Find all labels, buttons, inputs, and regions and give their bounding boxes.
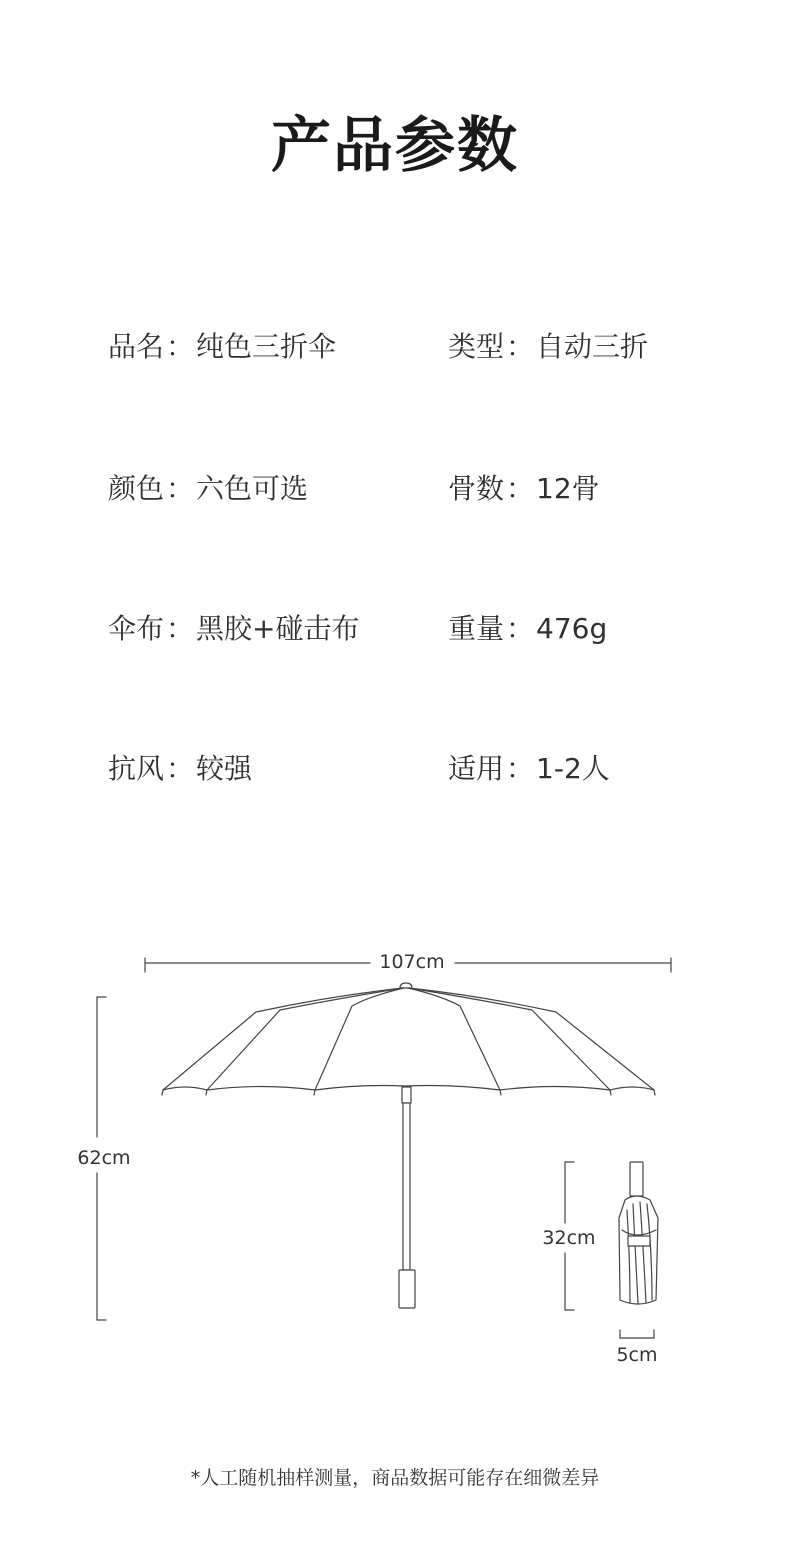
param-separator: ： [506,330,535,363]
param-label: 抗风 [108,752,165,785]
open-height-dimension-label: 62cm [77,1147,131,1169]
param-weight [448,609,607,649]
param-label: 品名 [108,330,165,363]
param-value: 自动三折 [536,330,649,363]
param-separator: ： [166,752,195,785]
param-separator: ： [506,612,535,645]
param-value: 1-2人 [536,752,610,785]
param-fabric [108,609,360,649]
param-color [108,469,308,509]
measurement-disclaimer: *人工随机抽样测量，商品数据可能存在细微差异 [190,1467,600,1489]
param-product-name [108,327,336,367]
param-value: 纯色三折伞 [196,330,337,363]
param-type [448,327,648,367]
param-separator: ： [506,472,535,505]
param-value: 较强 [196,752,253,785]
folded-umbrella-icon [619,1162,658,1304]
param-value: 12骨 [536,472,600,505]
page-title: 产品参数 [271,111,519,181]
param-label: 适用 [448,752,505,785]
umbrella-dimension-diagram [0,930,790,1380]
folded-width-dimension-label: 5cm [616,1344,658,1366]
param-label: 伞布 [108,612,165,645]
param-label: 类型 [448,330,505,363]
folded-height-dimension-label: 32cm [542,1227,596,1249]
width-dimension-label: 107cm [379,951,445,973]
param-separator: ： [166,472,195,505]
param-label: 重量 [448,612,505,645]
param-separator: ： [166,330,195,363]
folded-width-dimension-line [620,1330,654,1338]
param-value: 黑胶+碰击布 [196,612,360,645]
param-separator: ： [166,612,195,645]
param-value: 476g [536,612,608,645]
param-wind-resistance [108,749,252,789]
param-capacity [448,749,610,789]
open-umbrella-icon [162,983,655,1308]
param-ribs [448,469,600,509]
param-label: 骨数 [448,472,505,505]
param-separator: ： [506,752,535,785]
param-value: 六色可选 [196,472,309,505]
param-label: 颜色 [108,472,165,505]
